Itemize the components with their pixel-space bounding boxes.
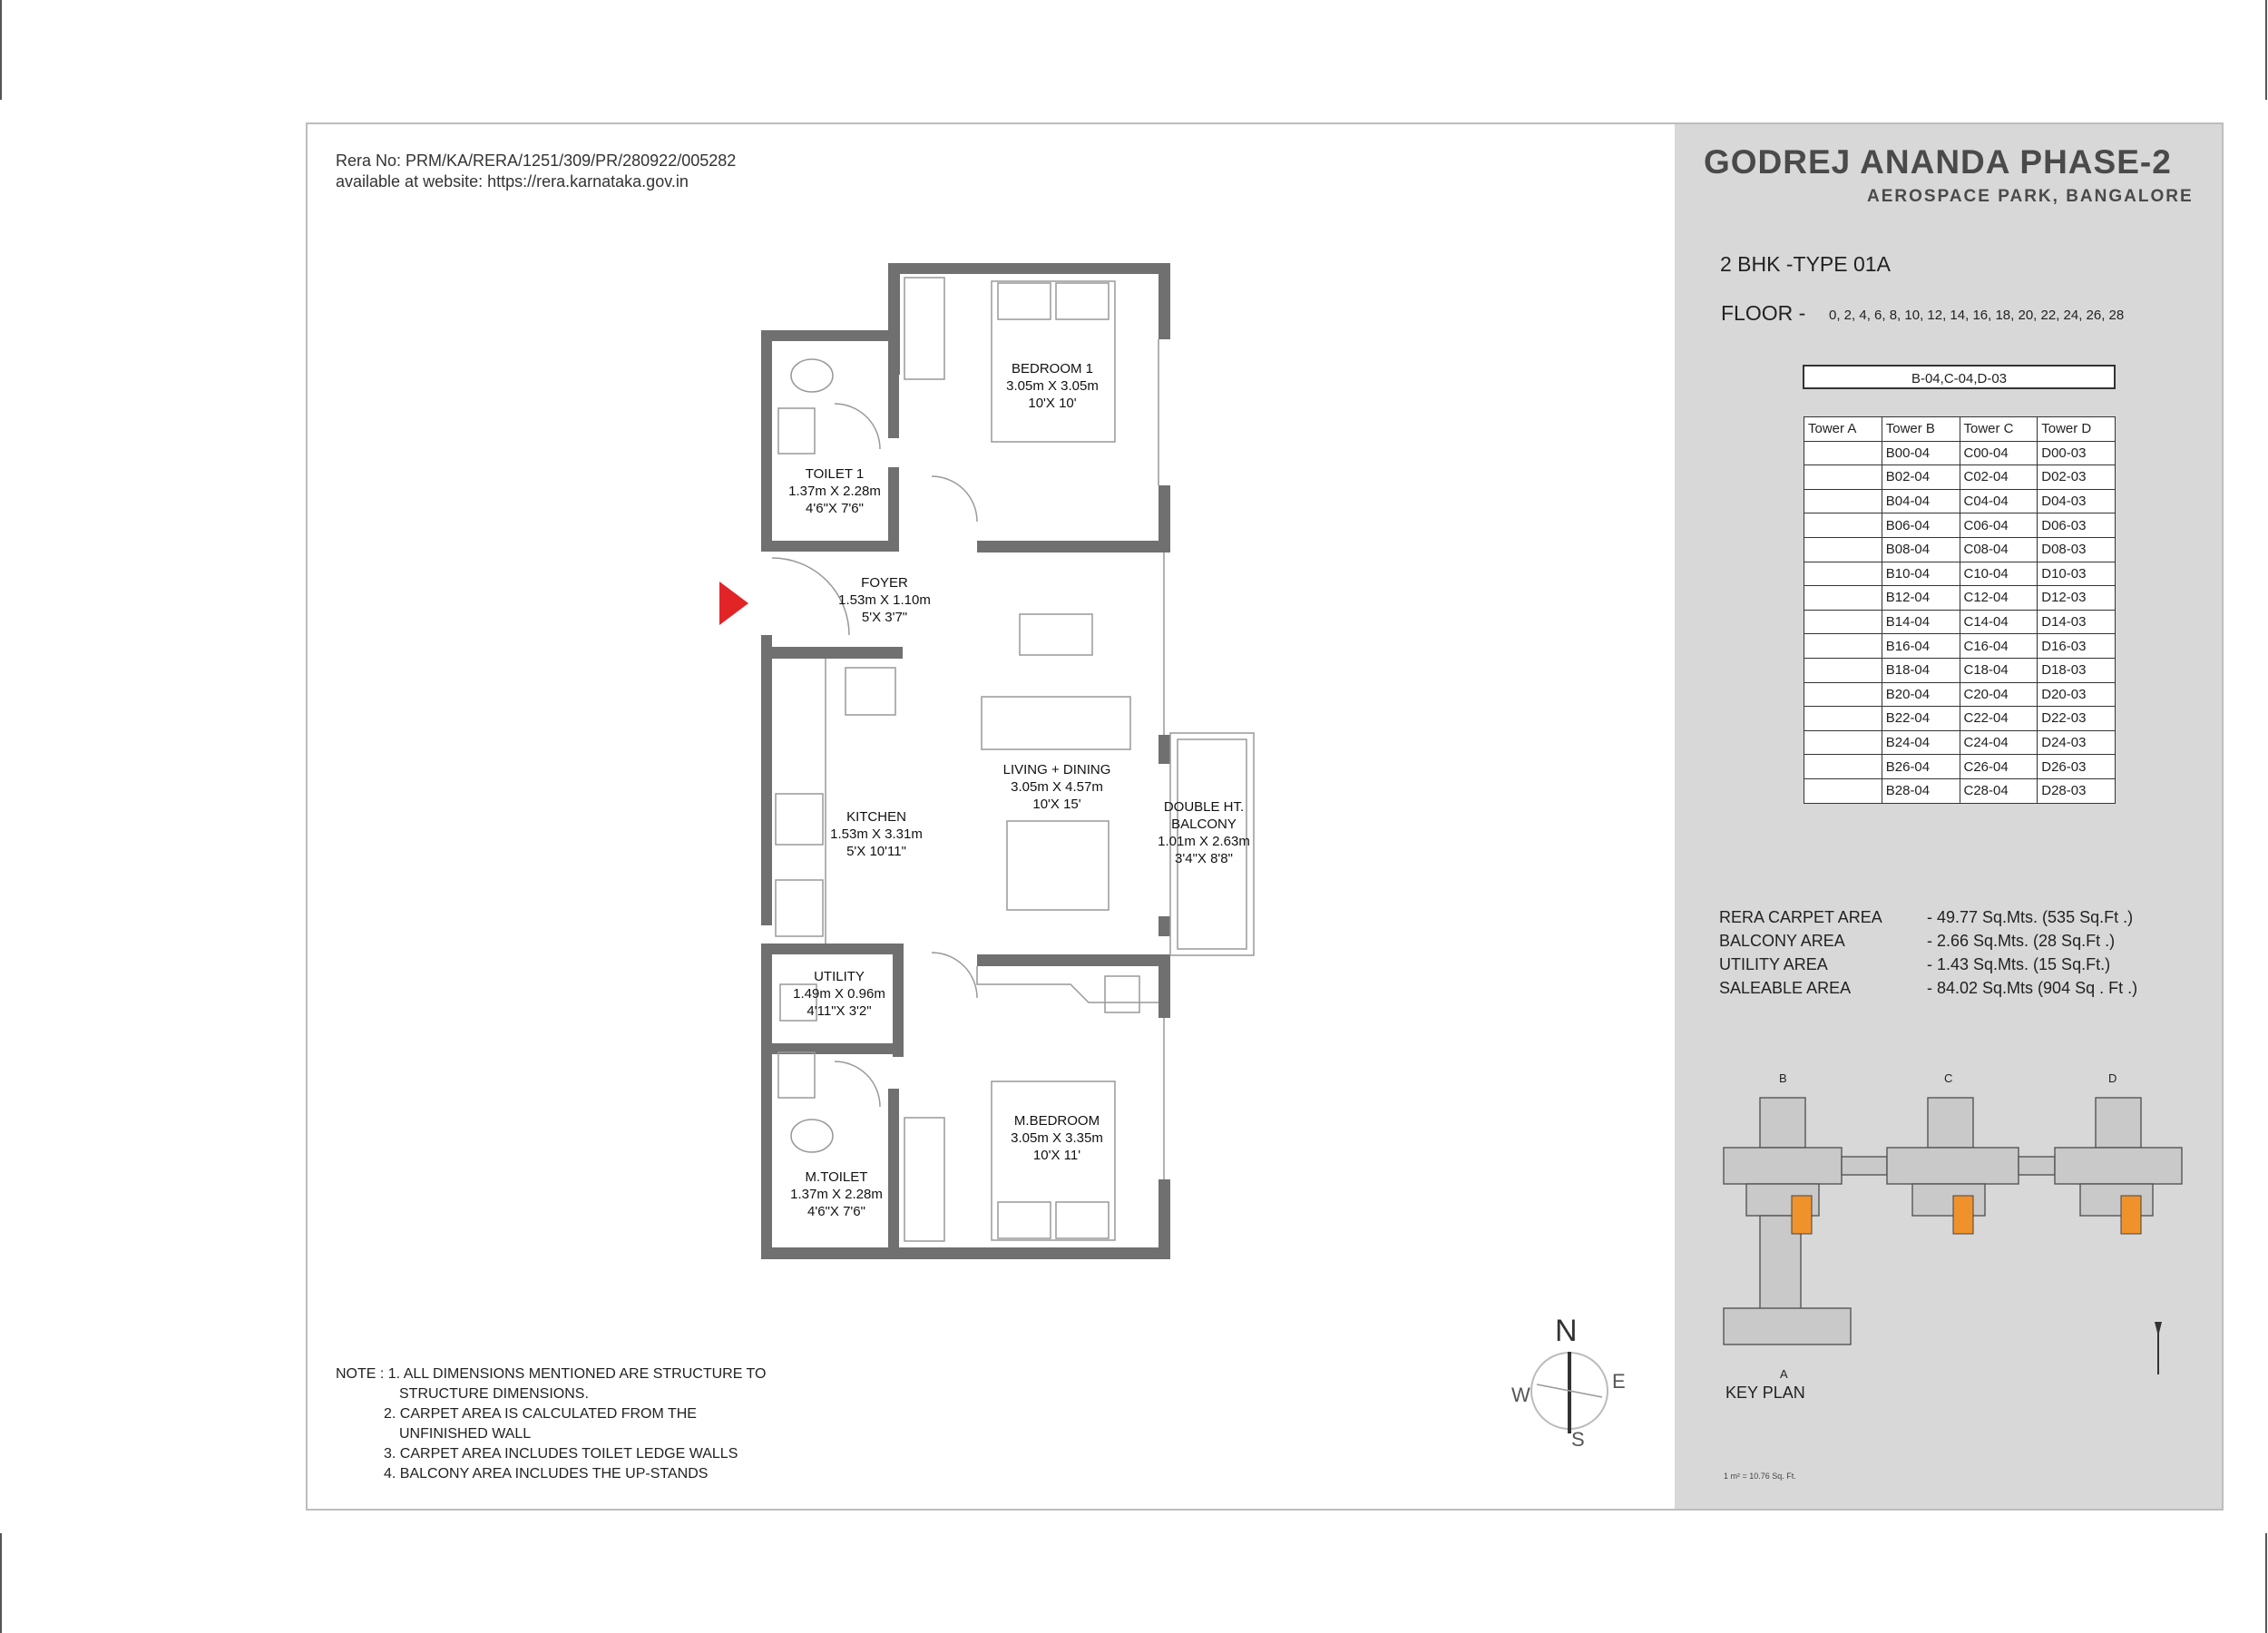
room-name: LIVING + DINING (1002, 762, 1111, 777)
room-metric: 1.53m X 1.10m (838, 592, 931, 608)
table-cell: C04-04 (1960, 489, 2038, 513)
area-label: RERA CARPET AREA (1719, 908, 1882, 926)
room-imperial: 5'X 10'11" (846, 844, 906, 859)
key-plan-diagram (1706, 1071, 2195, 1379)
table-cell: C14-04 (1960, 610, 2038, 634)
table-header-cell: Tower B (1882, 417, 1960, 442)
wall (1158, 263, 1170, 339)
table-cell: B24-04 (1882, 730, 1960, 755)
door-swing (835, 1061, 880, 1107)
room-metric: 1.53m X 3.31m (830, 826, 923, 842)
table-cell: B18-04 (1882, 658, 1960, 682)
tower-a-wing (1724, 1308, 1851, 1345)
room-metric: 3.05m X 3.35m (1011, 1130, 1103, 1146)
area-conversion: 1 m² = 10.76 Sq. Ft. (1724, 1472, 1796, 1481)
tower-c-wing (1887, 1148, 2019, 1184)
area-label: SALEABLE AREA (1719, 979, 1852, 997)
room-metric: 3.05m X 3.05m (1006, 378, 1099, 394)
table-cell: C02-04 (1960, 465, 2038, 490)
room-imperial: 4'6"X 7'6" (807, 1204, 865, 1219)
tower-d-wing (2055, 1148, 2182, 1184)
north-arrow-icon (2148, 1320, 2168, 1376)
table-cell: D18-03 (2038, 658, 2116, 682)
room-metric: 1.49m X 0.96m (793, 986, 885, 1002)
area-label: BALCONY AREA (1719, 932, 1845, 950)
room-metric: 1.37m X 2.28m (790, 1187, 883, 1202)
pillow (1056, 1202, 1109, 1238)
table-cell: D24-03 (2038, 730, 2116, 755)
tower-b-wing (1724, 1148, 1842, 1184)
unit-highlight-b (1792, 1196, 1812, 1234)
key-plan-tower-d: D (2108, 1071, 2117, 1085)
area-value: - 84.02 Sq.Mts (904 Sq . Ft .) (1927, 979, 2138, 997)
room-name: M.TOILET (805, 1169, 868, 1185)
table-cell: B28-04 (1882, 778, 1960, 803)
room-imperial: 5'X 3'7" (861, 610, 908, 625)
rera-website: available at website: https://rera.karnataka.gov.in (336, 172, 689, 191)
table-cell: B04-04 (1882, 489, 1960, 513)
wall (1158, 735, 1170, 764)
fixtures (772, 278, 1254, 1241)
fridge (846, 668, 895, 715)
room-name: DOUBLE HT. (1163, 799, 1245, 815)
table-cell: D06-03 (2038, 513, 2116, 538)
table-cell: B10-04 (1882, 562, 1960, 586)
tower-d-lower (2080, 1184, 2153, 1216)
compass-n: N (1555, 1314, 1578, 1348)
room-name: M.BEDROOM (1013, 1113, 1100, 1129)
tower-c-core (1928, 1098, 1973, 1148)
table-cell: C18-04 (1960, 658, 2038, 682)
wall (977, 541, 1170, 552)
floor-label: FLOOR - (1721, 301, 1806, 325)
room-label-utility (767, 968, 912, 1020)
door-swing (932, 476, 977, 522)
note-line: NOTE : 1. ALL DIMENSIONS MENTIONED ARE STRUCTURE TO (336, 1366, 767, 1382)
door-swing (835, 404, 880, 449)
unit-type: 2 BHK -TYPE 01A (1720, 252, 1891, 276)
project-subtitle: AEROSPACE PARK, BANGALORE (1867, 187, 2194, 206)
entry-arrow-icon (719, 582, 748, 625)
table-cell: D28-03 (2038, 778, 2116, 803)
wardrobe-1 (904, 278, 944, 379)
room-imperial: 10'X 11' (1032, 1148, 1081, 1163)
room-metric: 3.05m X 4.57m (1011, 779, 1103, 795)
wall (888, 263, 900, 375)
table-cell: C00-04 (1960, 441, 2038, 465)
compass-w: W (1511, 1384, 1530, 1406)
table-cell: C20-04 (1960, 682, 2038, 707)
area-value: - 49.77 Sq.Mts. (535 Sq.Ft .) (1927, 908, 2134, 926)
room-metric: 1.37m X 2.28m (788, 484, 881, 499)
table-cell: B06-04 (1882, 513, 1960, 538)
door-swing (932, 953, 977, 998)
tower-b-core (1760, 1098, 1805, 1148)
wall (977, 954, 1170, 966)
room-imperial: 4'11"X 3'2" (807, 1003, 872, 1019)
table-cell: C12-04 (1960, 586, 2038, 611)
wall (761, 1247, 1170, 1259)
rera-number: Rera No: PRM/KA/RERA/1251/309/PR/280922/005282 (336, 152, 737, 170)
tower-c-lower (1912, 1184, 1985, 1216)
sink (776, 880, 823, 936)
table-cell: B22-04 (1882, 707, 1960, 731)
room-label-kitchen (804, 808, 949, 860)
room-imperial: 3'4"X 8'8" (1175, 851, 1233, 866)
basin-2 (778, 1052, 815, 1098)
note-line: 3. CARPET AREA INCLUDES TOILET LEDGE WALLS (384, 1446, 738, 1462)
room-imperial: 4'6"X 7'6" (806, 501, 864, 516)
wall (761, 330, 899, 341)
table-cell: B08-04 (1882, 537, 1960, 562)
pillow (998, 283, 1051, 319)
key-plan-tower-b: B (1779, 1071, 1787, 1085)
wardrobe-2 (904, 1118, 944, 1241)
note-line: STRUCTURE DIMENSIONS. (399, 1386, 589, 1402)
unit-highlight-d (2121, 1196, 2141, 1234)
wc-2 (791, 1120, 833, 1152)
wall (761, 541, 899, 552)
floor-list: 0, 2, 4, 6, 8, 10, 12, 14, 16, 18, 20, 22, 24, 26, 28 (1829, 308, 2125, 323)
table-cell: C24-04 (1960, 730, 2038, 755)
table-cell: C22-04 (1960, 707, 2038, 731)
table-cell: D10-03 (2038, 562, 2116, 586)
sofa (982, 697, 1130, 749)
table-cell: D00-03 (2038, 441, 2116, 465)
note-line: UNFINISHED WALL (399, 1426, 532, 1442)
coffee-table (1020, 614, 1092, 655)
unit-highlight-c (1953, 1196, 1973, 1234)
table-cell: C26-04 (1960, 755, 2038, 779)
table-cell: C08-04 (1960, 537, 2038, 562)
link (2019, 1157, 2055, 1175)
link (1842, 1157, 1887, 1175)
table-cell: C16-04 (1960, 634, 2038, 659)
table-cell: D20-03 (2038, 682, 2116, 707)
table-cell: B12-04 (1882, 586, 1960, 611)
table-cell: D08-03 (2038, 537, 2116, 562)
room-metric: 1.01m X 2.63m (1158, 834, 1250, 849)
area-label: UTILITY AREA (1719, 955, 1828, 973)
table-cell: B26-04 (1882, 755, 1960, 779)
room-label-living (966, 761, 1148, 813)
key-plan-tower-c: C (1944, 1071, 1953, 1085)
room-name: KITCHEN (846, 809, 906, 825)
table-header-cell: Tower A (1804, 417, 1882, 442)
study-chair (1105, 976, 1139, 1012)
table-cell: D04-03 (2038, 489, 2116, 513)
wall (761, 330, 772, 552)
compass-s: S (1571, 1428, 1585, 1451)
room-name: UTILITY (814, 969, 865, 984)
key-plan-tower-a: A (1780, 1367, 1788, 1381)
wall (761, 944, 899, 954)
room-name: TOILET 1 (805, 466, 865, 482)
dining-table (1007, 821, 1109, 910)
study-desk (977, 966, 1158, 1002)
table-cell: C10-04 (1960, 562, 2038, 586)
project-title: GODREJ ANANDA PHASE-2 (1704, 143, 2172, 181)
wall (772, 647, 903, 659)
room-label-balcony (1145, 798, 1263, 867)
table-cell: D14-03 (2038, 610, 2116, 634)
tower-d-core (2096, 1098, 2141, 1148)
table-cell: B14-04 (1882, 610, 1960, 634)
table-cell: D02-03 (2038, 465, 2116, 490)
room-label-toilet1 (762, 465, 907, 517)
table-cell: D12-03 (2038, 586, 2116, 611)
pillow (998, 1202, 1051, 1238)
tower-table-caption: B-04,C-04,D-03 (1803, 365, 2116, 389)
table-cell: B20-04 (1882, 682, 1960, 707)
wall (888, 263, 1170, 274)
wc-1 (791, 359, 833, 392)
note-line: 4. BALCONY AREA INCLUDES THE UP-STANDS (384, 1466, 709, 1481)
area-value: - 2.66 Sq.Mts. (28 Sq.Ft .) (1927, 932, 2116, 950)
table-header-cell: Tower D (2038, 417, 2116, 442)
table-cell: D22-03 (2038, 707, 2116, 731)
area-value: - 1.43 Sq.Mts. (15 Sq.Ft.) (1927, 955, 2111, 973)
compass-e: E (1612, 1370, 1626, 1393)
table-cell: D16-03 (2038, 634, 2116, 659)
wall (1158, 916, 1170, 936)
room-imperial: 10'X 15' (1032, 797, 1081, 812)
room-label-mbedroom (966, 1112, 1148, 1164)
wall (761, 635, 772, 925)
table-cell: B00-04 (1882, 441, 1960, 465)
room-label-foyer (812, 574, 957, 626)
table-header-cell: Tower C (1960, 417, 2038, 442)
room-imperial: 10'X 10' (1028, 396, 1077, 411)
note-line: 2. CARPET AREA IS CALCULATED FROM THE (384, 1406, 697, 1422)
room-name: BALCONY (1171, 816, 1237, 832)
basin-1 (778, 408, 815, 454)
room-name: BEDROOM 1 (1011, 361, 1093, 376)
table-cell: B02-04 (1882, 465, 1960, 490)
key-plan-label: KEY PLAN (1725, 1384, 1805, 1402)
room-label-bedroom1 (962, 360, 1143, 412)
table-cell: B16-04 (1882, 634, 1960, 659)
table-cell: C28-04 (1960, 778, 2038, 803)
table-cell: C06-04 (1960, 513, 2038, 538)
wall (1158, 1179, 1170, 1259)
table-cell: D26-03 (2038, 755, 2116, 779)
room-label-mtoilet (764, 1169, 909, 1220)
room-name: FOYER (861, 575, 908, 591)
pillow (1056, 283, 1109, 319)
wall (888, 375, 899, 438)
